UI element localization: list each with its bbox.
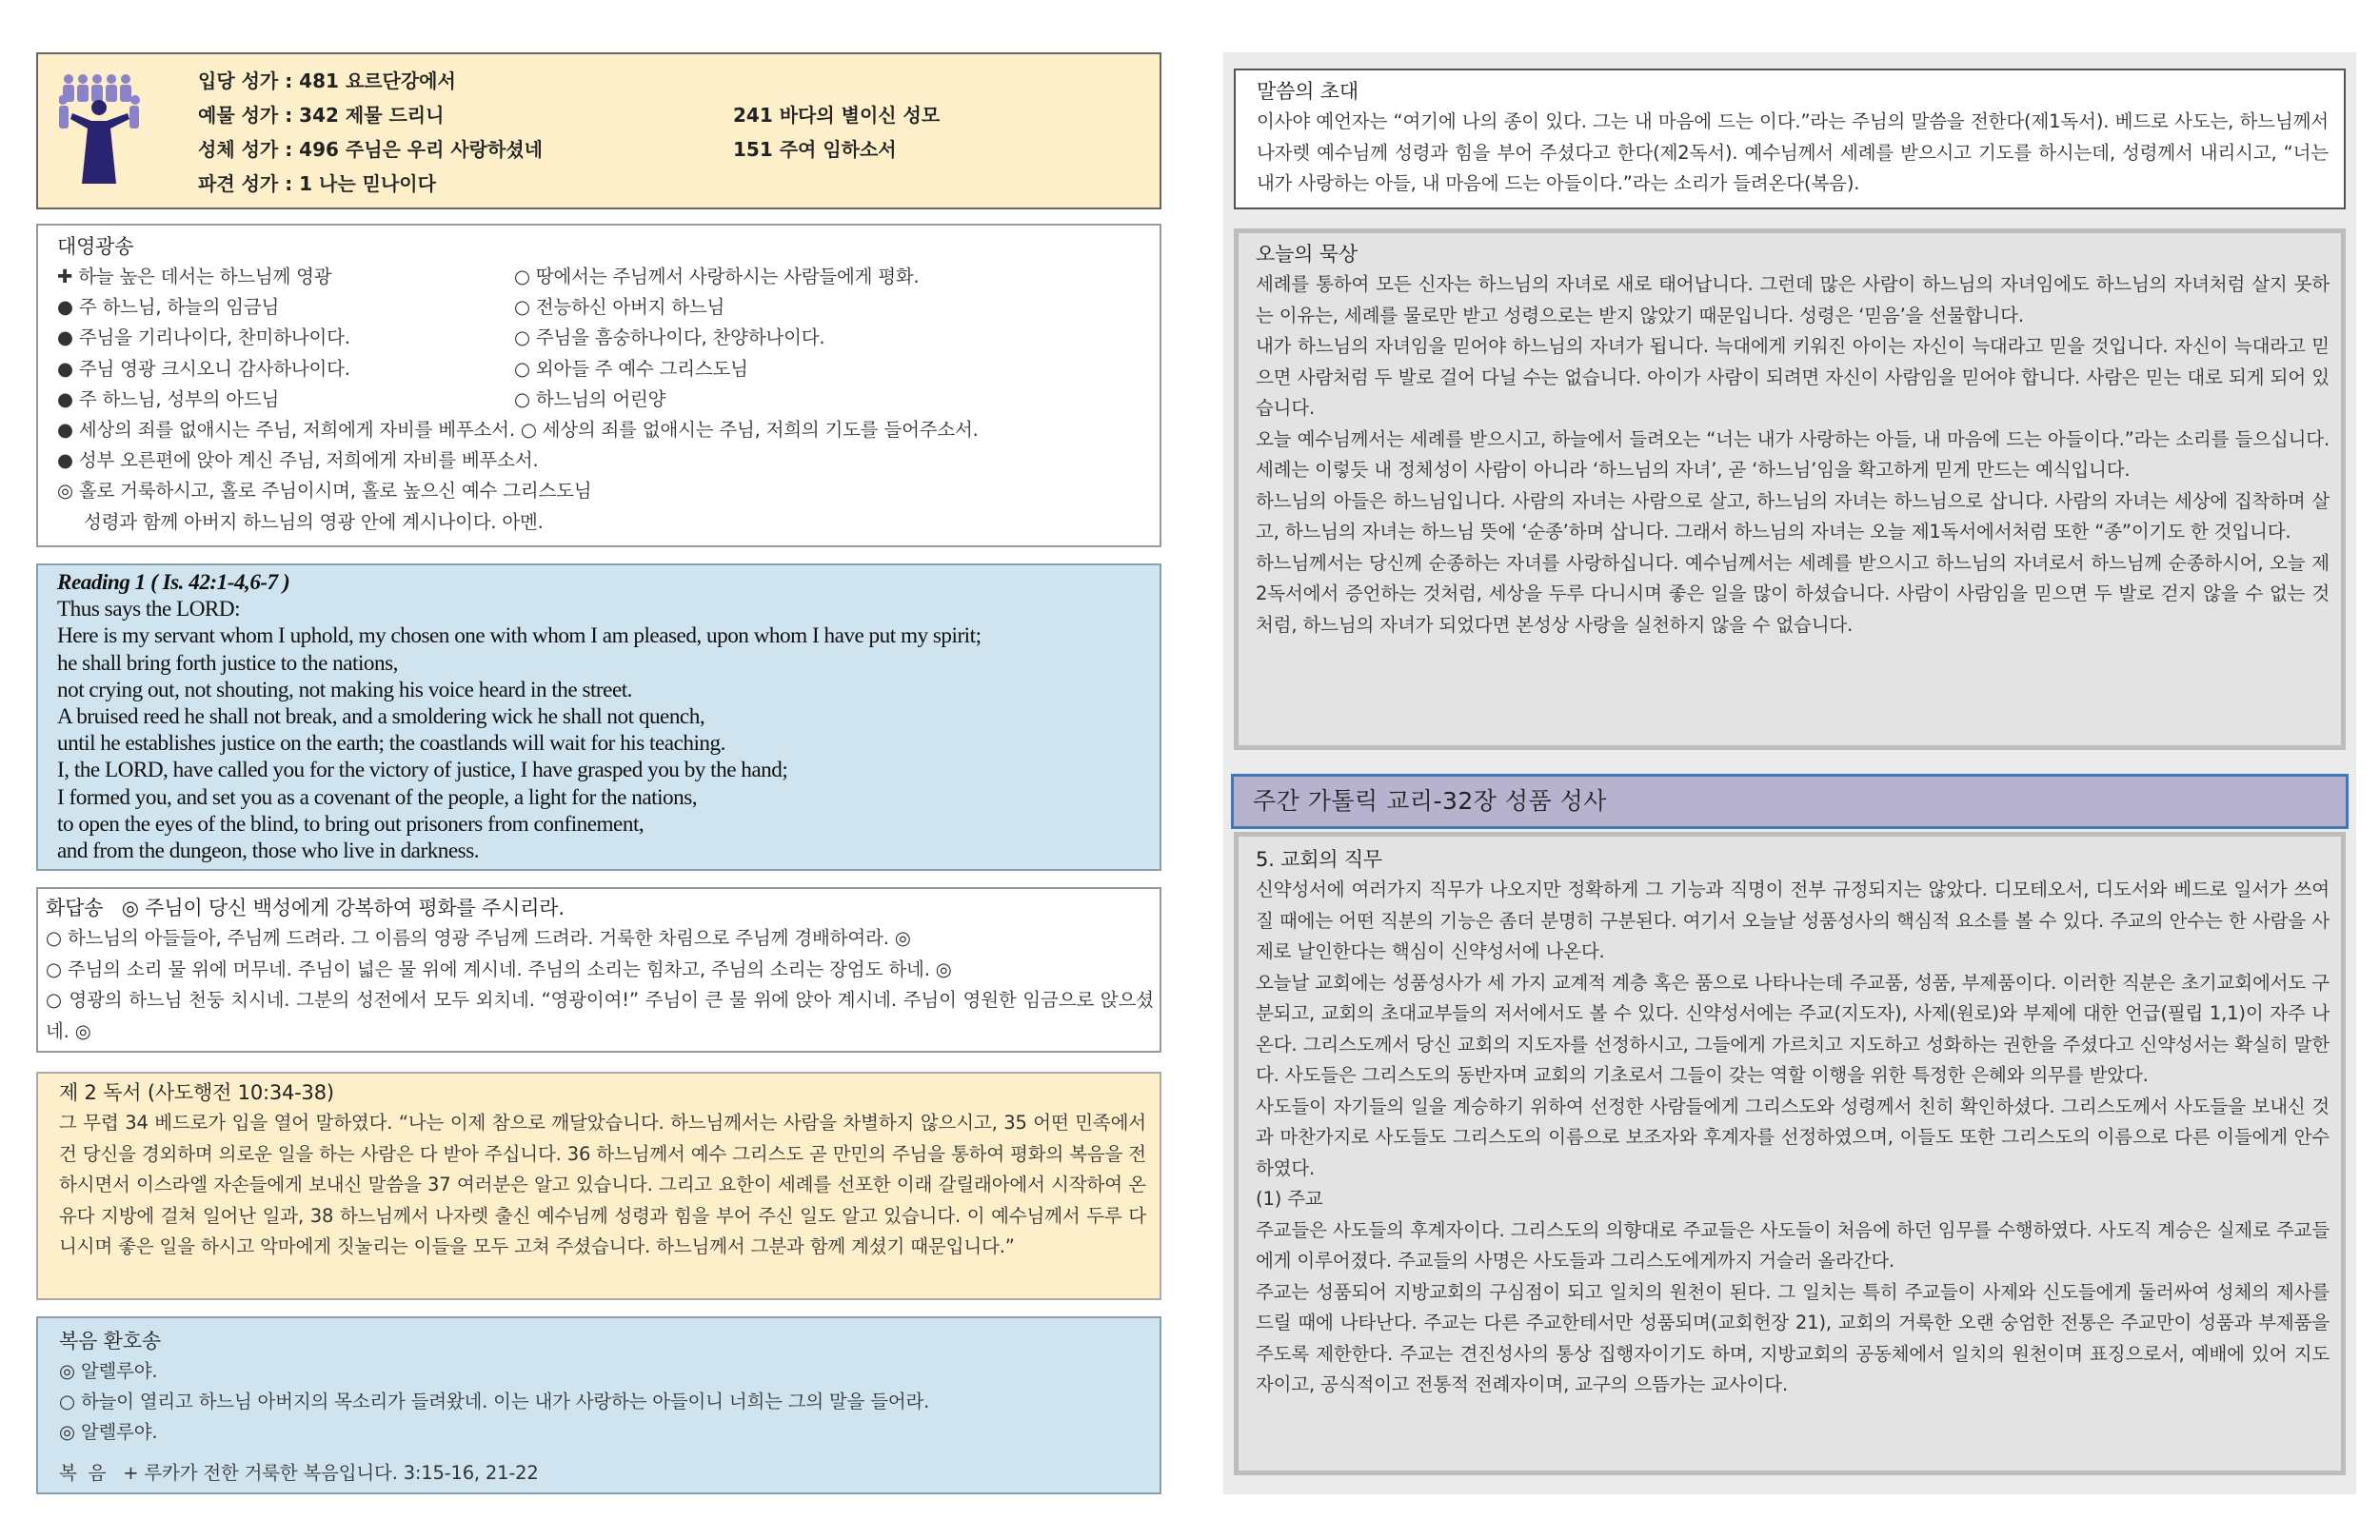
gloria-line: 성령과 함께 아버지 하느님의 영광 안에 계시나이다. 아멘. bbox=[84, 510, 544, 533]
catechism-paragraph: 오늘날 교회에는 성품성사가 세 가지 교계적 계층 혹은 품으로 나타나는데 주교품, 성품, 부제품이다. 이러한 직분은 초기교회에서도 구분되고, 교회의 초대교부들의 저서에서도 볼 수 있다. 신약성서에는 주교(지도자), 사제(원로)와 부제에 대한 언급(필립 1,1)이 자주 나온다. 그리스도께서 당신 교회의 지도자를 선정하시고, 그들에게 가르치고 지도하고 성화하는 권한을 주셨다고 신약성서는 확실히 말한다. 사도들은 그리스도의 동반자며 교회의 기초로서 그들이 갖는 역할 이행을 위한 특정한 은혜와 의무를 받았다. bbox=[1256, 971, 2330, 1086]
catechism-paragraph: (1) 주교 bbox=[1256, 1188, 1323, 1210]
meditation-paragraph: 하느님의 아들은 하느님입니다. 사람의 자녀는 사람으로 살고, 하느님의 자녀는 하느님으로 삽니다. 사람의 자녀는 세상에 집착하며 살고, 하느님의 자녀는 하느님 뜻에 ‘순종’하며 삽니다. 그래서 하느님의 자녀는 오늘 제1독서에서처럼 또한 “종”이기도 한 것입니다. bbox=[1256, 489, 2330, 543]
catechism-header: 주간 가톨릭 교리-32장 성품 성사 bbox=[1231, 774, 2349, 829]
communion-hymn: 성체 성가 : 496 주님은 우리 사랑하셨네 bbox=[198, 138, 544, 161]
gloria-box bbox=[36, 224, 1161, 547]
gloria-line: ● 세상의 죄를 없애시는 주님, 저희에게 자비를 베푸소서. ○ 세상의 죄를 없애시는 주님, 저희의 기도를 들어주소서. bbox=[57, 419, 979, 442]
reading1-title: Reading 1 ( Is. 42:1-4,6-7 ) bbox=[57, 570, 290, 595]
gloria-line: ● 주님을 기리나이다, 찬미하나이다. bbox=[57, 326, 350, 349]
gospel-label: 복 음 bbox=[59, 1461, 107, 1484]
communion-hymn-alt: 151 주여 임하소서 bbox=[733, 138, 897, 161]
reading1-line: and from the dungeon, those who live in darkness. bbox=[57, 839, 480, 864]
gloria-line: ● 주 하느님, 하늘의 임금님 bbox=[57, 296, 280, 319]
gloria-line: ✚ 하늘 높은 데서는 하느님께 영광 bbox=[57, 266, 332, 287]
dismissal-hymn: 파견 성가 : 1 나는 믿나이다 bbox=[198, 172, 436, 195]
psalm-title: 화답송 bbox=[46, 897, 104, 919]
gloria-line: ○ 전능하신 아버지 하느님 bbox=[514, 296, 725, 319]
meditation-title: 오늘의 묵상 bbox=[1256, 243, 1358, 266]
reading1-line: I, the LORD, have called you for the victory of justice, I have grasped you by the hand; bbox=[57, 758, 788, 783]
gospel-alleluia: ◎ 알렐루야. bbox=[59, 1360, 158, 1382]
gospel-alleluia: ◎ 알렐루야. bbox=[59, 1421, 158, 1444]
catechism-paragraph: 사도들이 자기들의 일을 계승하기 위하여 선정한 사람들에게 그리스도와 성령께서 친히 확인하셨다. 그리스도께서 사도들을 보내신 것과 마찬가지로 사도들도 그리스도의 이름으로 보조자와 후계자를 선정하였으며, 이들도 또한 그리스도의 이름으로 다른 이들에게 안수하였다. bbox=[1256, 1095, 2330, 1179]
gloria-line: ● 주님 영광 크시오니 감사하나이다. bbox=[57, 357, 350, 380]
gospel-box bbox=[36, 1316, 1161, 1494]
reading1-line: not crying out, not shouting, not making his voice heard in the street. bbox=[57, 677, 632, 702]
psalm-line: ○ 주님의 소리 물 위에 머무네. 주님이 넓은 물 위에 계시네. 주님의 소리는 힘차고, 주님의 소리는 장엄도 하네. ◎ bbox=[46, 958, 952, 980]
reading1-line: to open the eyes of the blind, to bring out prisoners from confinement, bbox=[57, 811, 645, 837]
word-title: 말씀의 초대 bbox=[1257, 80, 1359, 103]
psalm-line: ○ 영광의 하느님 천둥 치시네. 그분의 성전에서 모두 외치네. “영광이여!” 주님이 큰 물 위에 앉아 계시네. 주님이 영원한 임금으로 앉으셨네. ◎ bbox=[46, 989, 1154, 1042]
catechism-paragraph: 주교들은 사도들의 후계자이다. 그리스도의 의향대로 주교들은 사도들이 처음에 하던 임무를 수행하였다. 사도직 계승은 실제로 주교들에게 이루어졌다. 주교들의 사명은 사도들과 그리스도에게까지 거슬러 올라간다. bbox=[1256, 1218, 2330, 1272]
choir-icon bbox=[59, 71, 141, 186]
reading1-line: until he establishes justice on the earth; the coastlands will wait for his teaching. bbox=[57, 731, 725, 757]
psalm-response: ◎ 주님이 당신 백성에게 강복하여 평화를 주시리라. bbox=[121, 897, 565, 919]
reading2-box bbox=[36, 1072, 1161, 1300]
meditation-paragraph: 세례를 통하여 모든 신자는 하느님의 자녀로 새로 태어납니다. 그런데 많은 사람이 하느님의 자녀임에도 하느님의 자녀처럼 살지 못하는 이유는, 세례를 물로만 받고 성령으로는 받지 않았기 때문입니다. 성령은 ‘믿음’을 선물합니다. bbox=[1256, 273, 2330, 326]
word-invitation-box bbox=[1234, 69, 2346, 209]
meditation-paragraph: 오늘 예수님께서는 세례를 받으시고, 하늘에서 들려오는 “너는 내가 사랑하는 아들, 내 마음에 드는 아들이다.”라는 소리를 들으십니다. 세례는 이렇듯 내 정체성이 사람이 아니라 ‘하느님의 자녀’, 곧 ‘하느님’임을 확고하게 믿게 만드는 예식입니다. bbox=[1256, 427, 2330, 481]
meditation-paragraph: 하느님께서는 당신께 순종하는 자녀를 사랑하십니다. 예수님께서는 세례를 받으시고 하느님의 자녀로서 하느님께 순종하시어, 오늘 제2독서에서 증언하는 것처럼, 세상을 두루 다니시며 좋은 일을 많이 하셨습니다. 사람이 사람임을 믿으면 두 발로 걷지 않을 수 없는 것처럼, 하느님의 자녀가 되었다면 본성상 사랑을 실천하지 않을 수 없습니다. bbox=[1256, 551, 2330, 636]
reading2-title: 제 2 독서 (사도행전 10:34-38) bbox=[59, 1081, 334, 1104]
gloria-line: ○ 외아들 주 예수 그리스도님 bbox=[514, 357, 748, 380]
hymn-box bbox=[36, 52, 1161, 209]
catechism-subtitle: 5. 교회의 직무 bbox=[1256, 848, 1383, 871]
gospel-reference: + 루카가 전한 거룩한 복음입니다. 3:15-16, 21-22 bbox=[123, 1461, 539, 1484]
entrance-hymn: 입당 성가 : 481 요르단강에서 bbox=[198, 69, 456, 92]
catechism-paragraph: 주교는 성품되어 지방교회의 구심점이 되고 일치의 원천이 된다. 그 일치는 특히 주교들이 사제와 신도들에게 둘러싸여 성체의 제사를 드릴 때에 나타난다. 주교는 다른 주교한테서만 성품되며(교회헌장 21), 교회의 거룩한 오랜 숭엄한 전통은 주교만이 성품과 부제품을 주도록 제한한다. 주교는 견진성사의 통상 집행자이기도 하며, 지방교회의 공동체에서 일치의 원천이며 표징으로서, 예배에 있어 지도자이고, 공식적이고 전통적 전례자이며, 교구의 으뜸가는 교사이다. bbox=[1256, 1280, 2330, 1395]
reading1-line: Thus says the LORD: bbox=[57, 597, 241, 622]
reading1-line: he shall bring forth justice to the nations, bbox=[57, 650, 398, 676]
reading2-text: 그 무렵 34 베드로가 입을 열어 말하였다. “나는 이제 참으로 깨달았습니다. 하느님께서는 사람을 차별하지 않으시고, 35 어떤 민족에서건 당신을 경외하며 의로운 일을 하는 사람은 다 받아 주십니다. 36 하느님께서 예수 그리스도 곧 만민의 주님을 통하여 평화의 복음을 전하시면서 이스라엘 자손들에게 보내신 말씀을 37 여러분은 알고 있습니다. 그리고 요한이 세례를 선포한 이래 갈릴래아에서 시작하여 온 유다 지방에 걸쳐 일어난 일과, 38 하느님께서 나자렛 출신 예수님께 성령과 힘을 부어 주신 일도 알고 있습니다. 이 예수님께서 두루 다니시며 좋은 일을 하시고 악마에게 짓눌리는 이들을 모두 고쳐 주셨습니다. 하느님께서 그분과 함께 계셨기 때문입니다.” bbox=[59, 1112, 1146, 1257]
meditation-paragraph: 내가 하느님의 자녀임을 믿어야 하느님의 자녀가 됩니다. 늑대에게 키워진 아이는 자신이 늑대라고 믿을 것입니다. 자신이 늑대라고 믿으면 사람처럼 두 발로 걸어 다닐 수는 없습니다. 아이가 사람이 되려면 자신이 사람임을 믿어야 합니다. 사람은 믿는 대로 되게 되어 있습니다. bbox=[1256, 335, 2330, 419]
gloria-line: ○ 하느님의 어린양 bbox=[514, 387, 666, 410]
gloria-line: ○ 주님을 흠숭하나이다, 찬양하나이다. bbox=[514, 326, 825, 349]
psalm-box bbox=[36, 887, 1161, 1053]
reading1-line: I formed you, and set you as a covenant of the people, a light for the nations, bbox=[57, 784, 698, 810]
psalm-line: ○ 하느님의 아들들아, 주님께 드려라. 그 이름의 영광 주님께 드려라. 거룩한 차림으로 주님께 경배하여라. ◎ bbox=[46, 927, 911, 949]
gospel-acclamation-title: 복음 환호송 bbox=[59, 1330, 161, 1352]
gloria-line: ● 성부 오른편에 앉아 계신 주님, 저희에게 자비를 베푸소서. bbox=[57, 449, 539, 472]
meditation-box bbox=[1234, 228, 2346, 750]
gloria-line: ● 주 하느님, 성부의 아드님 bbox=[57, 387, 280, 410]
gloria-title: 대영광송 bbox=[57, 235, 134, 258]
reading1-line: A bruised reed he shall not break, and a smoldering wick he shall not quench, bbox=[57, 704, 705, 730]
catechism-box bbox=[1234, 832, 2346, 1475]
offertory-hymn: 예물 성가 : 342 제물 드리니 bbox=[198, 104, 445, 127]
gloria-line: ○ 땅에서는 주님께서 사랑하시는 사람들에게 평화. bbox=[514, 266, 920, 287]
gospel-verse: ○ 하늘이 열리고 하느님 아버지의 목소리가 들려왔네. 이는 내가 사랑하는 아들이니 너희는 그의 말을 들어라. bbox=[59, 1391, 930, 1413]
offertory-hymn-alt: 241 바다의 별이신 성모 bbox=[733, 104, 941, 127]
reading1-line: Here is my servant whom I uphold, my chosen one with whom I am pleased, upon whom I have put my spirit; bbox=[57, 623, 982, 649]
catechism-paragraph: 신약성서에 여러가지 직무가 나오지만 정확하게 그 기능과 직명이 전부 규정되지는 않았다. 디모테오서, 디도서와 베드로 일서가 쓰여질 때에는 어떤 직분의 기능은 좀더 분명히 구분된다. 여기서 오늘날 성품성사의 핵심적 요소를 볼 수 있다. 주교의 안수는 한 사람을 사제로 날인한다는 핵심이 신약성서에 나온다. bbox=[1256, 879, 2330, 962]
gloria-line: ◎ 홀로 거룩하시고, 홀로 주님이시며, 홀로 높으신 예수 그리스도님 bbox=[57, 480, 592, 503]
reading1-box bbox=[36, 563, 1161, 871]
word-text: 이사야 예언자는 “여기에 나의 종이 있다. 그는 내 마음에 드는 이다.”라는 주님의 말씀을 전한다(제1독서). 베드로 사도는, 하느님께서 나자렛 예수님께 성령과 힘을 부어 주셨다고 한다(제2독서). 예수님께서 세례를 받으시고 기도를 하시는데, 성령께서 내리시고, “너는 내가 사랑하는 아들, 내 마음에 드는 아들이다.”라는 소리가 들려온다(복음). bbox=[1257, 110, 2329, 194]
